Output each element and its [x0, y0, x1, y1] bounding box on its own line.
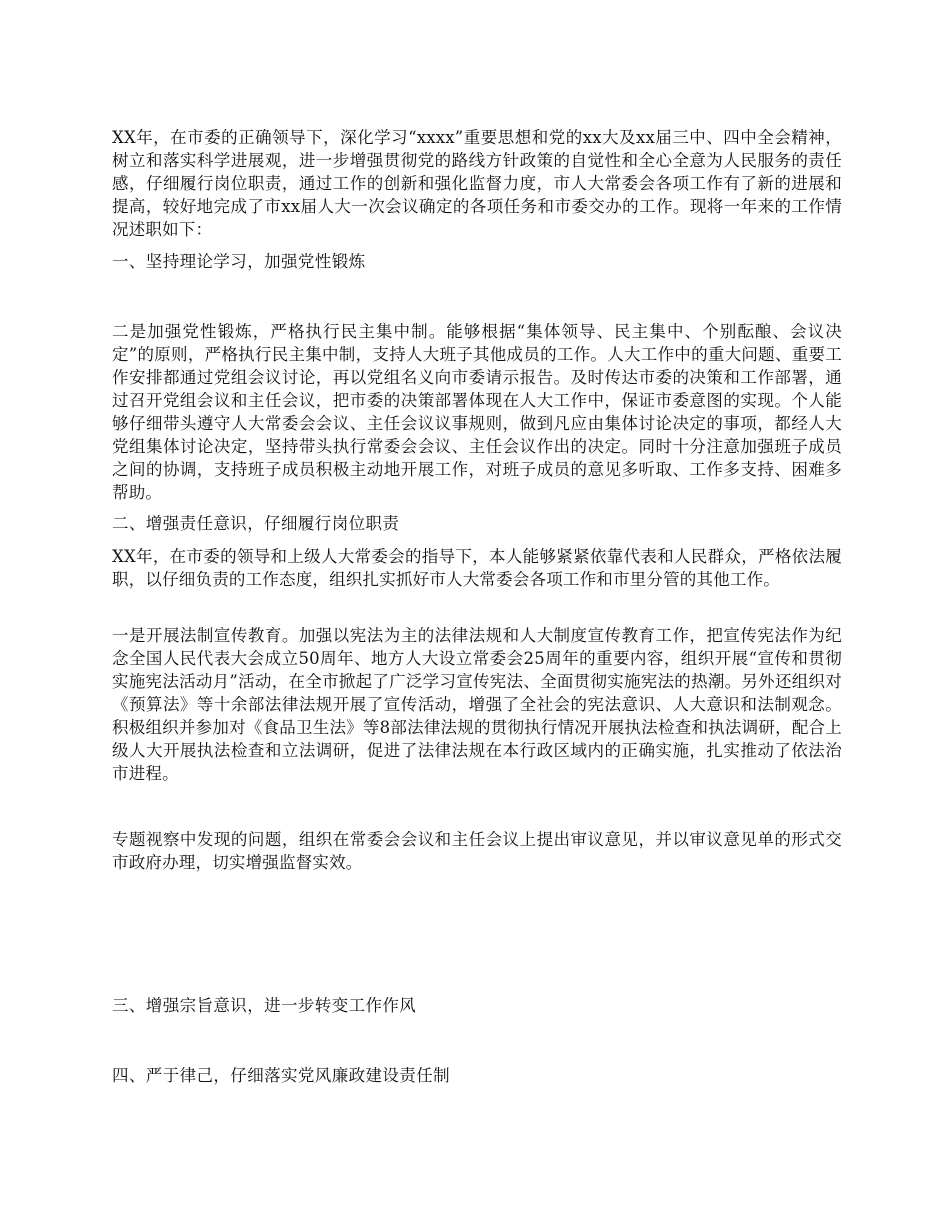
- section-heading-1: 一、坚持理论学习，加强党性锻炼: [112, 252, 366, 271]
- intro-paragraph: XX年，在市委的正确领导下，深化学习“xxxx”重要思想和党的xx大及xx届三中、四中全会精神，树立和落实科学进展观，进一步增强贯彻党的路线方针政策的自觉性和全心全意为人民服务的责任感，仔细履行岗位职责，通过工作的创新和强化监督力度，市人大常委会各项工作有了新的进展和提高，较好地完成了市xx届人大一次会议确定的各项任务和市委交办的工作。现将一年来的工作情况述职如下：: [112, 128, 842, 239]
- section-heading-4: 四、严于律己，仔细落实党风廉政建设责任制: [112, 1066, 450, 1085]
- paragraph-supervision: 专题视察中发现的问题，组织在常委会会议和主任会议上提出审议意见，并以审议意见单的形式交市政府办理，切实增强监督实效。: [112, 830, 842, 872]
- section-heading-3: 三、增强宗旨意识，进一步转变工作作风: [112, 996, 417, 1015]
- section-heading-2: 二、增强责任意识，仔细履行岗位职责: [112, 514, 400, 533]
- paragraph-responsibility: XX年，在市委的领导和上级人大常委会的指导下，本人能够紧紧依靠代表和人民群众，严格依法履职，以仔细负责的工作态度，组织扎实抓好市人大常委会各项工作和市里分管的其他工作。: [112, 547, 842, 589]
- paragraph-party-discipline: 二是加强党性锻炼，严格执行民主集中制。能够根据“集体领导、民主集中、个别酝酿、会议决定”的原则，严格执行民主集中制，支持人大班子其他成员的工作。人大工作中的重大问题、重要工作安排都通过党组会议讨论，再以党组名义向市委请示报告。及时传达市委的决策和工作部署，通过召开党组会议和主任会议，把市委的决策部署体现在人大工作中，保证市委意图的实现。个人能够仔细带头遵守人大常委会会议、主任会议议事规则，做到凡应由集体讨论决定的事项，都经人大党组集体讨论决定，坚持带头执行常委会会议、主任会议作出的决定。同时十分注意加强班子成员之间的协调，支持班子成员积极主动地开展工作，对班子成员的意见多听取、工作多支持、困难多帮助。: [112, 322, 842, 502]
- paragraph-legal-education: 一是开展法制宣传教育。加强以宪法为主的法律法规和人大制度宣传教育工作，把宣传宪法作为纪念全国人民代表大会成立50周年、地方人大设立常委会25周年的重要内容，组织开展“宣传和贯彻实施宪法活动月”活动，在全市掀起了广泛学习宣传宪法、全面贯彻实施宪法的热潮。另外还组织对《预算法》等十余部法律法规开展了宣传活动，增强了全社会的宪法意识、人大意识和法制观念。积极组织并参加对《食品卫生法》等8部法律法规的贯彻执行情况开展执法检查和执法调研，配合上级人大开展执法检查和立法调研，促进了法律法规在本行政区域内的正确实施，扎实推动了依法治市进程。: [112, 626, 842, 783]
